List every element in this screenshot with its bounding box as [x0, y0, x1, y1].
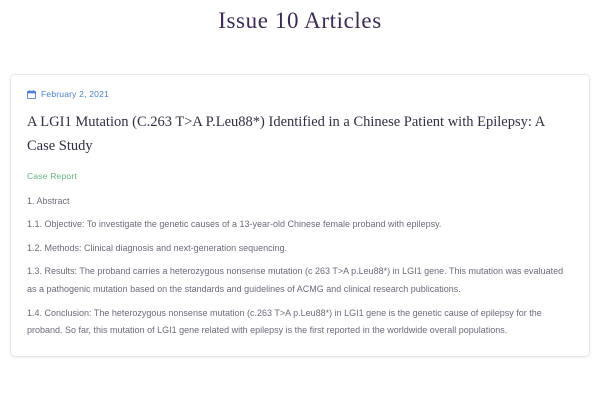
- abstract-heading: 1. Abstract: [27, 195, 70, 206]
- page-title: Issue 10 Articles: [218, 8, 382, 33]
- article-title-link[interactable]: A LGI1 Mutation (C.263 T>A P.Leu88*) Identified in a Chinese Patient with Epilepsy: A Case Study: [27, 114, 545, 154]
- abstract-conclusion: 1.4. Conclusion: The heterozygous nonsense mutation (c.263 T>A p.Leu88*) in LGI1 gene is the genetic cause of epilepsy for the proband. So far, this mutation of LGI1 gene related with epilepsy is the first reported in the worldwide overall populations.: [27, 307, 542, 336]
- calendar-icon: [27, 90, 36, 99]
- article-card[interactable]: [10, 74, 590, 357]
- article-abstract: [27, 193, 573, 340]
- abstract-methods: 1.2. Methods: Clinical diagnosis and next-generation sequencing.: [27, 242, 288, 253]
- abstract-objective: 1.1. Objective: To investigate the genetic causes of a 13-year-old Chinese female proband with epilepsy.: [27, 219, 442, 230]
- abstract-results: 1.3. Results: The proband carries a heterozygous nonsense mutation (c 263 T>A p.Leu88*) in LGI1 gene. This mutation was evaluated as a pathogenic mutation based on the standards and guidelines of ACMG and clinical research publications.: [27, 266, 564, 295]
- article-meta: [27, 89, 573, 99]
- article-type-badge[interactable]: Case Report: [27, 170, 77, 181]
- article-date: February 2, 2021: [41, 89, 109, 99]
